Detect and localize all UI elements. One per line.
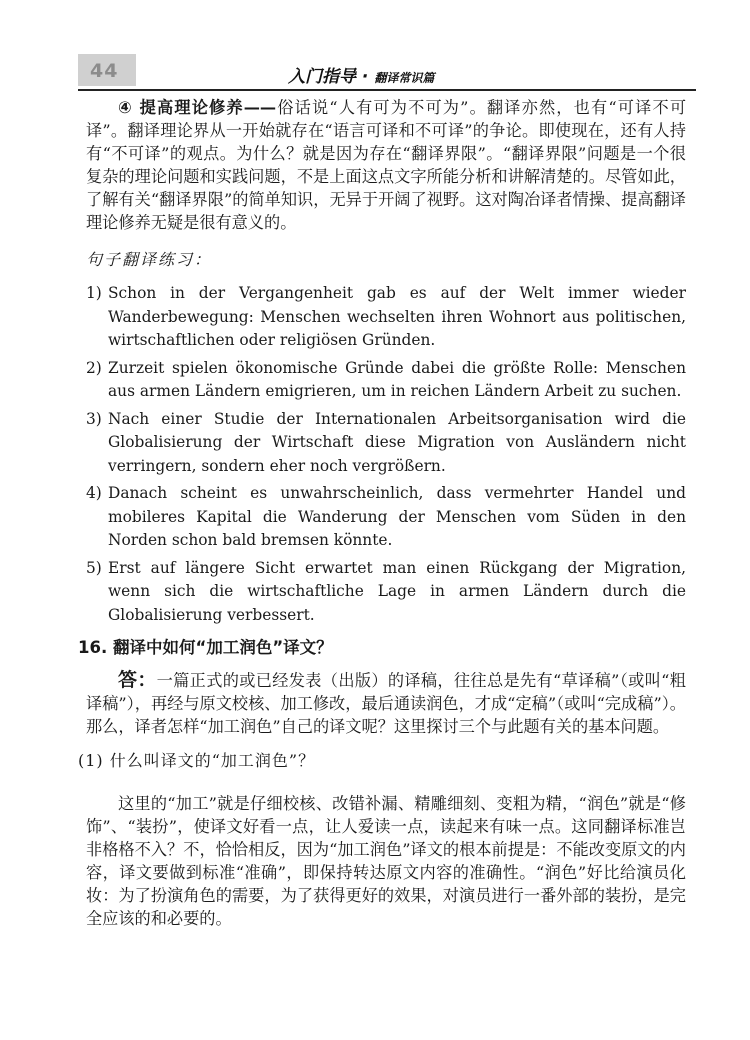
running-title-main: 入门指导 · [288,67,369,87]
running-title-sub: 翻译常识篇 [374,71,435,85]
running-title [288,62,434,87]
exercise-number: 4) [86,484,102,502]
answer-label: 答： [118,669,157,691]
exercise-number: 5) [86,558,102,577]
page-header [78,54,696,88]
exercise-item [86,357,686,404]
section-heading: 16. 翻译中如何“加工润色”译文？ [78,638,333,657]
exercise-text: Erst auf längere Sicht erwartet man einen Rückgang der Migration, wenn sich die wirtschaftliche Lage in armen Ländern durch die Globalisierung verbessert. [108,558,686,624]
exercise-text: Schon in der Vergangenheit gab es auf der Welt immer wieder Wanderbewegung: Menschen wechselten ihren Wohnort aus politischen, wirtschaftlichen oder religiösen Gründen. [108,284,686,349]
exercise-title: 句子翻译练习： [86,250,213,269]
exercise-text: Nach einer Studie der Internationalen Arbeitsorganisation wird die Globalisierung der Wirtschaft diese Migration von Ausländern nicht verringern, sondern eher noch vergrößern. [108,409,686,475]
exercise-text: Danach scheint es unwahrscheinlich, dass vermehrter Handel und mobileres Kapital die Wanderung der Menschen vom Süden in den Norden schon bald bremsen könnte. [108,484,686,549]
body-paragraph: 这里的“加工”就是仔细校核、改错补漏、精雕细刻、变粗为精，“润色”就是“修饰”、“装扮”，使译文好看一点，让人爱读一点，读起来有味一点。这同翻译标准岂非格格不入？不，恰恰相反，因为“加工润色”译文的根本前提是：不能改变原文的内容，译文要做到标准“准确”，即保持转达原文内容的准确性。“润色”好比给演员化妆：为了扮演角色的需要，为了获得更好的效果，对演员进行一番外部的装扮，是完全应该的和必要的。 [86,794,686,928]
exercise-number: 2) [86,358,102,377]
page-number: 44 [90,60,119,82]
intro-paragraph [86,96,686,234]
sub-heading: (1) 什么叫译文的“加工润色”？ [78,751,316,770]
answer-paragraph [86,669,686,738]
exercise-item [86,408,686,479]
exercise-item [86,482,686,553]
page-content [78,96,687,930]
exercise-number: 1) [86,284,102,302]
exercise-list [86,282,686,627]
answer-text: 一篇正式的或已经发表（出版）的译稿，往往总是先有“草译稿”（或叫“粗译稿”），再经与原文校核、加工修改，最后通读润色，才成“定稿”（或叫“完成稿”）。那么，译者怎样“加工润色”自己的译文呢？这里探讨三个与此题有关的基本问题。 [86,671,686,736]
exercise-item [86,557,686,628]
page-number-box [78,54,136,86]
exercise-number: 3) [86,409,102,428]
intro-text: 俗话说“人有可为不可为”。翻译亦然，也有“可译不可译”。翻译理论界从一开始就存在“语言可译和不可译”的争论。即使现在，还有人持有“不可译”的观点。为什么？就是因为存在“翻译界限”。“翻译界限”问题是一个很复杂的理论问题和实践问题，不是上面这点文字所能分析和讲解清楚的。尽管如此，了解有关“翻译界限”的简单知识，无异于开阔了视野。这对陶冶译者情操、提高翻译理论修养无疑是很有意义的。 [86,98,687,232]
intro-lead: ④ 提高理论修养—— [118,98,277,117]
exercise-text: Zurzeit spielen ökonomische Gründe dabei die größte Rolle: Menschen aus armen Ländern emigrieren, um in reichen Ländern Arbeit zu suchen. [108,358,686,400]
header-rule [78,89,696,91]
exercise-item [86,282,686,353]
